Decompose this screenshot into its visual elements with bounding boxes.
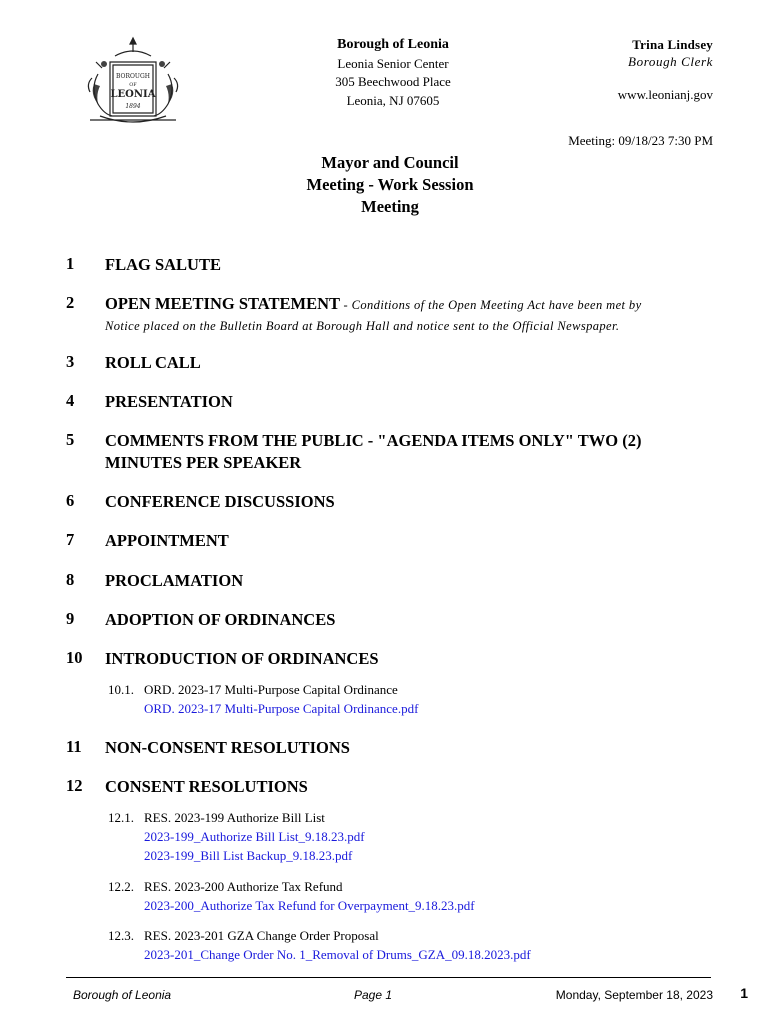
agenda-item-label: INTRODUCTION OF ORDINANCES <box>105 649 379 668</box>
title-line1: Mayor and Council <box>321 153 459 172</box>
org-name: Borough of Leonia <box>337 37 449 52</box>
agenda-item-number: 7 <box>66 530 75 549</box>
agenda-item-number: 3 <box>66 352 75 371</box>
agenda-item-label: CONFERENCE DISCUSSIONS <box>105 492 335 511</box>
sub-item-number: 12.2. <box>108 879 134 894</box>
agenda-item <box>66 570 716 592</box>
agenda-item-label-cont: MINUTES PER SPEAKER <box>105 453 302 472</box>
sub-item <box>108 926 531 964</box>
agenda-item-label: PRESENTATION <box>105 392 233 411</box>
agenda-item-label: FLAG SALUTE <box>105 255 221 274</box>
agenda-item-label: ADOPTION OF ORDINANCES <box>105 610 336 629</box>
agenda-item <box>66 530 716 552</box>
seal-icon <box>80 34 186 130</box>
address-line1: 305 Beechwood Place <box>335 74 451 89</box>
sub-item <box>108 808 365 865</box>
agenda-item-label: APPOINTMENT <box>105 531 229 550</box>
agenda-item <box>66 648 716 670</box>
sub-item <box>108 877 475 915</box>
agenda-item-number: 1 <box>66 254 75 273</box>
address-line2: Leonia, NJ 07605 <box>346 92 440 108</box>
agenda-item-label: COMMENTS FROM THE PUBLIC - "AGENDA ITEMS ONLY" TWO (2) <box>105 431 642 450</box>
sub-item-text: RES. 2023-200 Authorize Tax Refund <box>144 879 343 894</box>
agenda-item <box>66 609 716 631</box>
agenda-item <box>66 430 716 474</box>
agenda-item-label: NON-CONSENT RESOLUTIONS <box>105 738 350 757</box>
agenda-item-number: 11 <box>66 737 82 756</box>
meeting-datetime: Meeting: 09/18/23 7:30 PM <box>568 133 713 148</box>
sub-item <box>108 680 418 718</box>
page-title <box>270 152 510 218</box>
svg-text:1894: 1894 <box>125 103 141 110</box>
agenda-item-number: 5 <box>66 430 75 449</box>
agenda-item <box>66 293 716 336</box>
svg-text:BOROUGH: BOROUGH <box>116 73 150 80</box>
clerk-title: Borough Clerk <box>628 54 713 69</box>
sub-item-text: RES. 2023-201 GZA Change Order Proposal <box>144 928 379 943</box>
agenda-item-number: 10 <box>66 648 83 667</box>
attachment-link[interactable]: 2023-199_Bill List Backup_9.18.23.pdf <box>144 848 353 863</box>
agenda-item-description: - Conditions of the Open Meeting Act have been met by <box>340 298 642 312</box>
footer-org: Borough of Leonia <box>73 988 172 1002</box>
attachment-link[interactable]: 2023-201_Change Order No. 1_Removal of Drums_GZA_09.18.2023.pdf <box>144 947 531 962</box>
agenda-item-number: 9 <box>66 609 75 628</box>
page-number: 1 <box>740 985 748 1001</box>
website: www.leonianj.gov <box>617 87 713 102</box>
sub-item-number: 12.1. <box>108 810 134 825</box>
organization-block <box>318 36 468 110</box>
attachment-link[interactable]: ORD. 2023-17 Multi-Purpose Capital Ordinance.pdf <box>144 701 419 716</box>
sub-item-text: RES. 2023-199 Authorize Bill List <box>144 810 325 825</box>
agenda-item <box>66 737 716 759</box>
agenda-item-number: 2 <box>66 293 75 312</box>
clerk-name: Trina Lindsey <box>632 37 713 52</box>
agenda-item <box>66 391 716 413</box>
agenda-item-number: 4 <box>66 391 75 410</box>
agenda-item-number: 12 <box>66 776 83 795</box>
borough-seal-logo <box>80 34 186 130</box>
agenda-item-label: CONSENT RESOLUTIONS <box>105 777 308 796</box>
agenda-item-label: PROCLAMATION <box>105 571 244 590</box>
sub-item-number: 12.3. <box>108 928 134 943</box>
agenda-item-description-cont: Notice placed on the Bulletin Board at Borough Hall and notice sent to the Official Newspaper. <box>105 319 620 333</box>
clerk-block <box>618 36 713 103</box>
sub-item-text: ORD. 2023-17 Multi-Purpose Capital Ordinance <box>144 682 398 697</box>
footer-divider <box>66 977 711 978</box>
footer-page-label: Page 1 <box>354 988 393 1002</box>
svg-text:OF: OF <box>129 82 137 88</box>
agenda-item-label: OPEN MEETING STATEMENT <box>105 294 341 313</box>
attachment-link[interactable]: 2023-199_Authorize Bill List_9.18.23.pdf <box>144 829 365 844</box>
agenda-item-label: ROLL CALL <box>105 353 201 372</box>
attachment-link[interactable]: 2023-200_Authorize Tax Refund for Overpayment_9.18.23.pdf <box>144 898 475 913</box>
title-line3: Meeting <box>361 197 419 216</box>
venue: Leonia Senior Center <box>337 55 449 71</box>
svg-text:LEONIA: LEONIA <box>110 89 156 100</box>
sub-item-number: 10.1. <box>108 682 134 697</box>
footer-date: Monday, September 18, 2023 <box>555 988 713 1002</box>
title-line2: Meeting - Work Session <box>306 175 474 194</box>
agenda-item <box>66 776 716 798</box>
agenda-item <box>66 254 716 276</box>
agenda-item <box>66 352 716 374</box>
agenda-item <box>66 491 716 513</box>
agenda-item-number: 6 <box>66 491 75 510</box>
agenda-item-number: 8 <box>66 570 75 589</box>
